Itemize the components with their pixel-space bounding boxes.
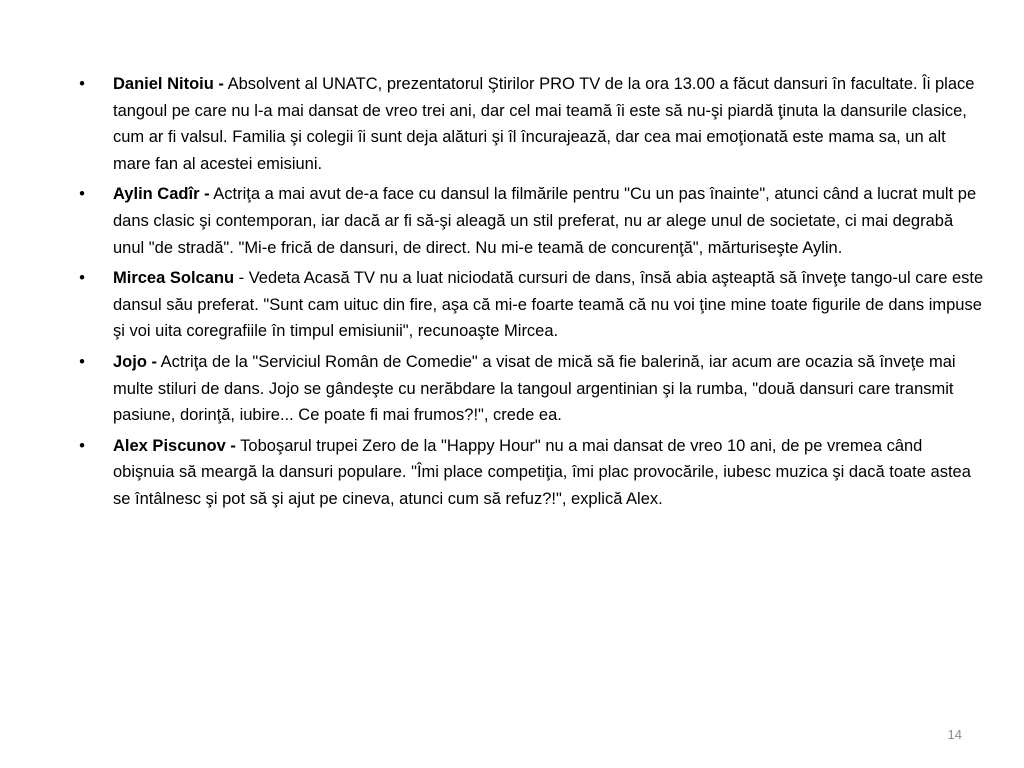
bullet-item-alex-piscunov (76, 433, 986, 513)
person-name: Alex Piscunov - (113, 436, 236, 455)
person-description: Toboşarul trupei Zero de la "Happy Hour" nu a mai dansat de vreo 10 ani, de pe vremea când obişnuia să meargă la dansuri populare. "Îmi place competiţia, îmi plac provocările, iubesc muzica şi dacă toate astea se întâlnesc şi pot să şi ajut pe cineva, atunci cum să refuz?!", explică Alex. (113, 436, 971, 508)
person-description: Actriţa a mai avut de-a face cu dansul la filmările pentru "Cu un pas înainte", atunci când a lucrat mult pe dans clasic şi contemporan, iar dacă ar fi să-şi aleagă un stil preferat, nu ar alege unul de societate, ci mai degrabă unul "de stradă". "Mi-e frică de dansuri, de direct. Nu mi-e teamă de concurenţă", mărturiseşte Aylin. (113, 185, 977, 257)
bullet-icon: • (79, 269, 85, 288)
person-name: Mircea Solcanu (113, 269, 235, 288)
person-name: Aylin Cadîr - (113, 185, 210, 204)
bullet-icon: • (79, 185, 85, 204)
person-description: Absolvent al UNATC, prezentatorul Ştirilor PRO TV de la ora 13.00 a făcut dansuri în facultate. Îi place tangoul pe care nu l-a mai dansat de vreo trei ani, dar cel mai teamă îi este să nu-şi piardă ţinuta la dansurile clasice, cum ar fi valsul. Familia şi colegii îi sunt deja alături şi îl încurajează, dar cea mai emoţionată este mama sa, un alt mare fan al acestei emisiuni. (113, 75, 975, 173)
bullet-icon: • (79, 75, 85, 93)
person-description: - Vedeta Acasă TV nu a luat niciodată cursuri de dans, însă abia aşteaptă să înveţe tango-ul care este dansul său preferat. "Sunt cam uituc din fire, aşa că mi-e foarte teamă că nu voi ţine mine toate figurile de dans impuse şi voi uita coregrafiile în timpul emisiunii", recunoaşte Mircea. (113, 269, 984, 341)
bullet-item-daniel-nitoiu (76, 71, 986, 177)
bullet-icon: • (79, 352, 85, 371)
bullet-list (76, 71, 986, 517)
person-name: Jojo - (113, 352, 157, 371)
bullet-item-jojo (76, 349, 986, 429)
bullet-item-aylin-cadir (76, 181, 986, 261)
bullet-item-mircea-solcanu (76, 265, 986, 345)
bullet-icon: • (79, 436, 85, 455)
person-name: Daniel Nitoiu - (113, 75, 224, 93)
page-number: 14 (947, 727, 962, 742)
person-description: Actriţa de la "Serviciul Român de Comedie" a visat de mică să fie balerină, iar acum are ocazia să înveţe mai multe stiluri de dans. Jojo se gândeşte cu nerăbdare la tangoul argentinian şi la rumba, "două dansuri care transmit pasiune, dorinţă, iubire... Ce poate fi mai frumos?!", crede ea. (113, 352, 956, 425)
